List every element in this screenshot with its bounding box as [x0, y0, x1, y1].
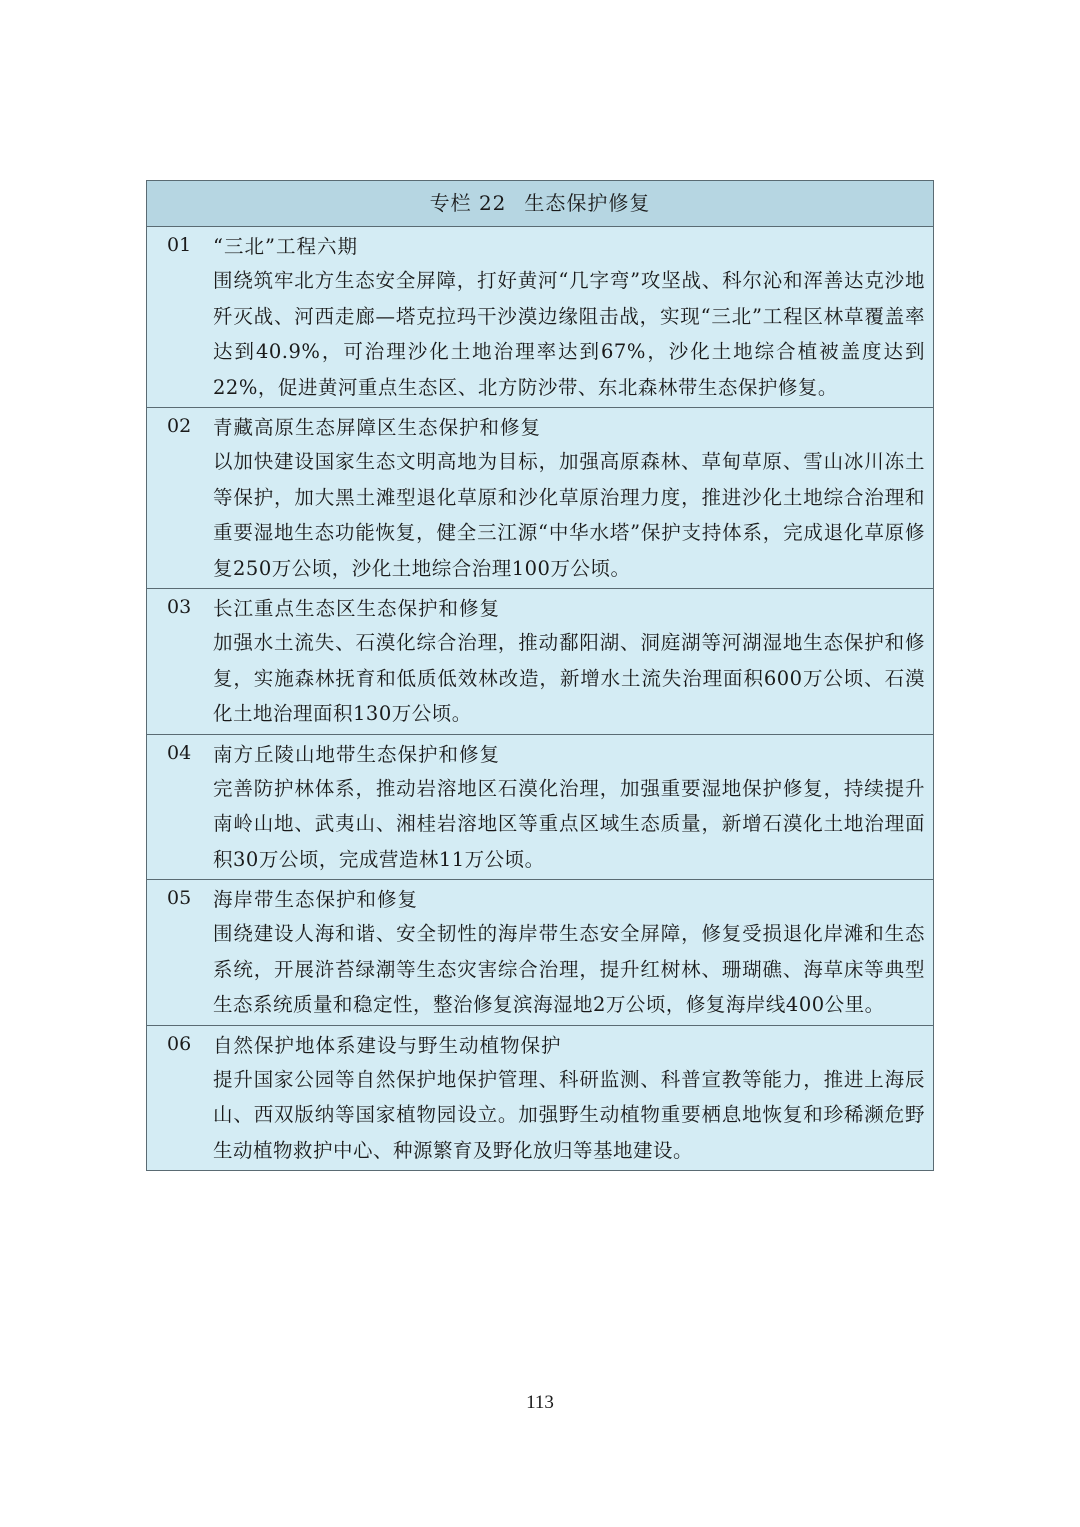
- section-title: 海岸带生态保护和修复: [213, 888, 419, 911]
- section-body: 提升国家公园等自然保护地保护管理、科研监测、科普宣教等能力，推进上海辰山、西双版纳等国家植物园设立。加强野生动植物重要栖息地恢复和珍稀濒危野生动植物救护中心、种源繁育及野化放归等基地建设。: [213, 1067, 925, 1162]
- section-number: 04: [167, 741, 192, 764]
- section-03: [147, 589, 933, 735]
- section-body: 围绕建设人海和谐、安全韧性的海岸带生态安全屏障，修复受损退化岸滩和生态系统，开展浒苔绿潮等生态灾害综合治理，提升红树林、珊瑚礁、海草床等典型生态系统质量和稳定性，整治修复滨海湿地2万公顷，修复海岸线400公里。: [213, 922, 925, 1016]
- section-number: 02: [167, 415, 192, 437]
- section-02: [147, 408, 933, 589]
- section-body: 围绕筑牢北方生态安全屏障，打好黄河“几字弯”攻坚战、科尔沁和浑善达克沙地歼灭战、河西走廊—塔克拉玛干沙漠边缘阻击战，实现“三北”工程区林草覆盖率达到40.9%，可治理沙化土地治理率达到67%，沙化土地综合植被盖度达到22%，促进黄河重点生态区、北方防沙带、东北森林带生态保护修复。: [213, 269, 925, 399]
- section-body: 以加快建设国家生态文明高地为目标，加强高原森林、草甸草原、雪山冰川冻土等保护，加大黑土滩型退化草原和沙化草原治理力度，推进沙化土地综合治理和重要湿地生态功能恢复，健全三江源“中华水塔”保护支持体系，完成退化草原修复250万公顷，沙化土地综合治理100万公顷。: [213, 450, 925, 580]
- section-title: 南方丘陵山地带生态保护和修复: [213, 742, 501, 766]
- section-title: 自然保护地体系建设与野生动植物保护: [213, 1033, 562, 1057]
- section-title: “三北”工程六期: [213, 235, 358, 258]
- section-number: 01: [167, 234, 192, 256]
- section-05: [147, 880, 933, 1026]
- feature-box: [146, 180, 934, 1171]
- section-number: 05: [167, 887, 192, 909]
- box-title: [147, 181, 933, 227]
- section-title: 青藏高原生态屏障区生态保护和修复: [213, 416, 542, 439]
- section-title: 长江重点生态区生态保护和修复: [213, 597, 501, 620]
- page-number: 113: [526, 1392, 554, 1413]
- section-04: [147, 735, 933, 881]
- section-body: 完善防护林体系，推动岩溶地区石漠化治理，加强重要湿地保护修复，持续提升南岭山地、武夷山、湘桂岩溶地区等重点区域生态质量，新增石漠化土地治理面积30万公顷，完成营造林11万公顷。: [213, 776, 925, 871]
- section-01: [147, 227, 933, 408]
- section-body: 加强水土流失、石漠化综合治理，推动鄱阳湖、洞庭湖等河湖湿地生态保护和修复，实施森林抚育和低质低效林改造，新增水土流失治理面积600万公顷、石漠化土地治理面积130万公顷。: [213, 631, 925, 725]
- section-number: 03: [167, 596, 192, 618]
- box-heading: 生态保护修复: [524, 191, 651, 215]
- box-label: 专栏: [429, 191, 472, 215]
- section-06: [147, 1026, 933, 1171]
- box-number: 22: [478, 191, 507, 215]
- section-number: 06: [167, 1032, 192, 1055]
